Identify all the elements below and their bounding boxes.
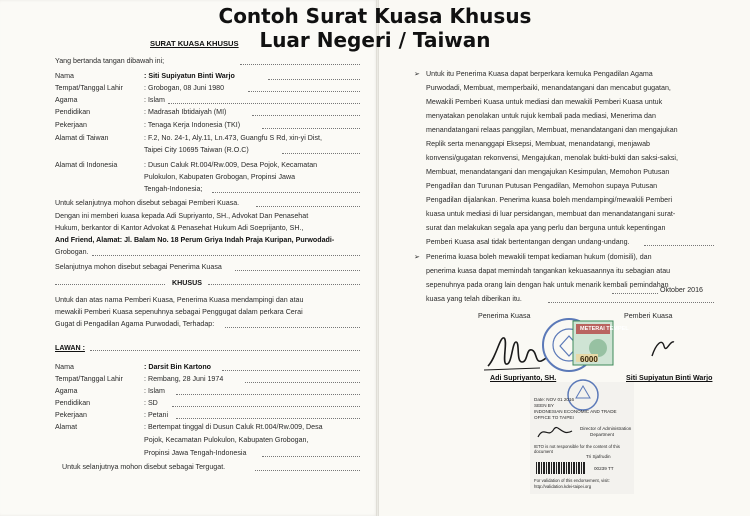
grantor-label: Pekerjaan <box>55 121 87 129</box>
opponent-label: Tempat/Tanggal Lahir <box>55 375 123 383</box>
paragraph-line: Gugat di Pengadilan Agama Purwodadi, Terhadap: <box>55 320 215 328</box>
endorsement-line: IETO is not responsible for the content of this <box>534 444 620 449</box>
grantor-value: : Siti Supiyatun Binti Warjo <box>144 72 235 80</box>
paragraph-line: Pengadilan dijalankan. Penerima kuasa boleh mendampingi/mewakili Pemberi <box>426 196 673 204</box>
endorsement-line: http://validation.kdei-taipei.org <box>534 484 592 489</box>
paragraph-line: sepenuhnya pada orang lain dengan hak untuk menarik kembali pemindahan <box>426 281 669 289</box>
dotted-line <box>240 64 360 65</box>
dotted-line <box>176 394 360 395</box>
paragraph-line: Pengadilan dan Turunan Putusan Pengadilan, Memohon supaya Putusan <box>426 182 658 190</box>
dotted-line <box>225 327 360 328</box>
dotted-line <box>55 284 165 285</box>
bullet-icon: ➢ <box>414 253 420 261</box>
official-signature <box>536 421 576 443</box>
paragraph-line: kuasa yang telah diberikan itu. <box>426 295 522 303</box>
grantor-label: Pendidikan <box>55 108 91 116</box>
paragraph-line: Replik serta menanggapi Eksepsi, Membuat, menandatangi, menjawab <box>426 140 650 148</box>
endorsement-line: Date: NOV 01 2016 <box>534 397 575 402</box>
opponent-label: Pendidikan <box>55 399 91 407</box>
paragraph-line: Purwodadi, Membuat, memperbaiki, menandatangani dan mencabut gugatan, <box>426 84 671 92</box>
dotted-line <box>248 91 360 92</box>
dotted-line <box>222 370 360 371</box>
dotted-line <box>90 350 360 351</box>
endorsement-line: document <box>534 449 553 454</box>
endorsement-line: OFFICE TO TAIPEI <box>534 415 574 420</box>
opponent-value: : Darsit Bin Kartono <box>144 363 211 371</box>
meterai-value: 6000 <box>580 355 598 364</box>
paragraph-line: menandatangani relaas panggilan, Membuat, menandatangani dan mengajukan <box>426 126 678 134</box>
opponent-label: Pekerjaan <box>55 411 87 419</box>
dotted-line <box>262 128 360 129</box>
paragraph-line: Hukum, berkantor di Kantor Advokat & Penasehat Hukum Adi Soeprijanto, SH., <box>55 224 304 232</box>
grantor-label: Agama <box>55 96 78 104</box>
dotted-line <box>268 79 360 80</box>
opponent-value: : Rembang, 28 Juni 1974 <box>144 375 224 383</box>
dotted-line <box>176 418 360 419</box>
letter-date: Oktober 2016 <box>660 286 703 294</box>
grantor-value: : Grobogan, 08 Juni 1980 <box>144 84 225 92</box>
paragraph-line: Membuat, menandatangani dan mengajukan Kesimpulan, Memohon Putusan <box>426 168 670 176</box>
dotted-line <box>256 206 360 207</box>
paragraph-line: kuasa untuk mediasi di luar persidangan, membuat dan menandatangani surat- <box>426 210 676 218</box>
page-fold <box>376 0 379 516</box>
paragraph-line: And Friend, Alamat: Jl. Balam No. 18 Perum Griya Indah Praja Kuripan, Purwodadi- <box>55 236 335 244</box>
paragraph-line: surat dan melakukan segala apa yang perlu dan berguna untuk kepentingan <box>426 224 666 232</box>
endorsement-seal <box>566 378 600 412</box>
dotted-line <box>612 293 658 294</box>
dotted-line <box>262 456 360 457</box>
receiver-title: Penerima Kuasa <box>478 312 531 320</box>
endorsement-line: 00239 TT <box>594 466 614 471</box>
dotted-line <box>255 470 360 471</box>
paragraph-opponent-alias: Untuk selanjutnya mohon disebut sebagai Tergugat. <box>62 463 226 471</box>
paragraph-line: Penerima kuasa boleh mewakili tempat kediaman hukum (domisili), dan <box>426 253 652 261</box>
dotted-line <box>172 406 360 407</box>
dotted-line <box>252 115 360 116</box>
giver-name: Siti Supiyatun Binti Warjo <box>626 374 713 382</box>
meterai-label: METERAI TEMPEL <box>580 326 629 332</box>
grantor-label: Tempat/Tanggal Lahir <box>55 84 123 92</box>
paragraph-line: konvensi/gugatan rekonvensi, Mengajukan, menolak bukti-bukti dan saksi-saksi, <box>426 154 678 162</box>
grantor-value: Tengah-Indonesia; <box>144 185 203 193</box>
intro-text: Yang bertanda tangan dibawah ini; <box>55 57 165 65</box>
grantor-value: : F.2, No. 24-1, Aly.11, Ln.473, Guangfu S Rd, xin-yi Dist, <box>144 134 322 142</box>
paragraph-line: Pemberi Kuasa asal tidak bertentangan dengan undang-undang. <box>426 238 630 246</box>
khusus-heading: KHUSUS <box>172 279 202 287</box>
grantor-value: : Tenaga Kerja Indonesia (TKI) <box>144 121 241 129</box>
dotted-line <box>168 103 360 104</box>
endorsement-line: Department <box>590 432 615 437</box>
barcode <box>536 462 586 474</box>
paragraph-line: Untuk dan atas nama Pemberi Kuasa, Penerima Kuasa mendampingi dan atau <box>55 296 304 304</box>
opponent-value: : Islam <box>144 387 165 395</box>
grantor-value: Taipei City 10695 Taiwan (R.O.C) <box>144 146 249 154</box>
grantor-label: Alamat di Taiwan <box>55 134 109 142</box>
opponent-value: : Bertempat tinggal di Dusun Caluk Rt.004/Rw.009, Desa <box>144 423 323 431</box>
giver-signature <box>648 334 678 360</box>
opponent-value: Pojok, Kecamatan Pulokulon, Kabupaten Grobogan, <box>144 436 309 444</box>
opponent-value: Propinsi Jawa Tengah-Indonesia <box>144 449 247 457</box>
receiver-name: Adi Supriyanto, SH. <box>490 374 557 382</box>
paragraph-line: Untuk itu Penerima Kuasa dapat berperkara kemuka Pengadilan Agama <box>426 70 653 78</box>
grantor-value: : Islam <box>144 96 165 104</box>
opponent-value: : Petani <box>144 411 169 419</box>
paragraph-receiver-alias: Selanjutnya mohon disebut sebagai Penerima Kuasa <box>55 263 222 271</box>
giver-title: Pemberi Kuasa <box>624 312 673 320</box>
dotted-line <box>282 153 360 154</box>
dotted-line <box>548 302 714 303</box>
dotted-line <box>644 245 714 246</box>
banner-subtitle: Luar Negeri / Taiwan <box>259 28 491 52</box>
endorsement-line: For validation of this endorsement, visit: <box>534 478 610 483</box>
opponent-label: Alamat <box>55 423 78 431</box>
endorsement-line: INDONESIAN ECONOMIC AND TRADE <box>534 409 617 414</box>
paragraph-line: Mewakili Pemberi Kuasa untuk mediasi dan mewakili Pemberi Kuasa untuk <box>426 98 663 106</box>
grantor-value: : Madrasah Ibtidaiyah (MI) <box>144 108 227 116</box>
dotted-line <box>245 382 360 383</box>
dotted-line <box>235 270 360 271</box>
opponent-label: Nama <box>55 363 74 371</box>
dotted-line <box>212 192 360 193</box>
paragraph-line: mewakili Pemberi Kuasa sepenuhnya sebagai Penggugat dalam perkara Cerai <box>55 308 303 316</box>
dotted-line <box>208 284 360 285</box>
paragraph-line: penerima kuasa dapat memindah tangankan kekuasaannya itu sebagian atau <box>426 267 671 275</box>
opponent-value: : SD <box>144 399 158 407</box>
paragraph-line: Dengan ini memberi kuasa kepada Adi Supriyanto, SH., Advokat Dan Penasehat <box>55 212 309 220</box>
endorsement-line: Tri Sjafrudin <box>586 454 611 459</box>
dotted-line <box>92 255 360 256</box>
paragraph-line: Grobogan. <box>55 248 89 256</box>
grantor-value: : Dusun Caluk Rt.004/Rw.009, Desa Pojok, Kecamatan <box>144 161 318 169</box>
paragraph-line: menyatakan penolakan untuk rujuk kembali pada mediasi, Menerima dan <box>426 112 656 120</box>
grantor-label: Nama <box>55 72 74 80</box>
grantor-value: Pulokulon, Kabupaten Grobogan, Propinsi Jawa <box>144 173 296 181</box>
grantor-label: Alamat di Indonesia <box>55 161 118 169</box>
banner-title: Contoh Surat Kuasa Khusus <box>218 4 532 28</box>
lawan-heading: LAWAN : <box>55 344 85 352</box>
letter-heading: SURAT KUASA KHUSUS <box>150 39 239 48</box>
endorsement-line: SEEN BY <box>534 403 554 408</box>
paragraph-grantor-alias: Untuk selanjutnya mohon disebut sebagai Pemberi Kuasa. <box>55 199 240 207</box>
endorsement-line: Director of Administration <box>580 426 632 431</box>
opponent-label: Agama <box>55 387 78 395</box>
bullet-icon: ➢ <box>414 70 420 78</box>
